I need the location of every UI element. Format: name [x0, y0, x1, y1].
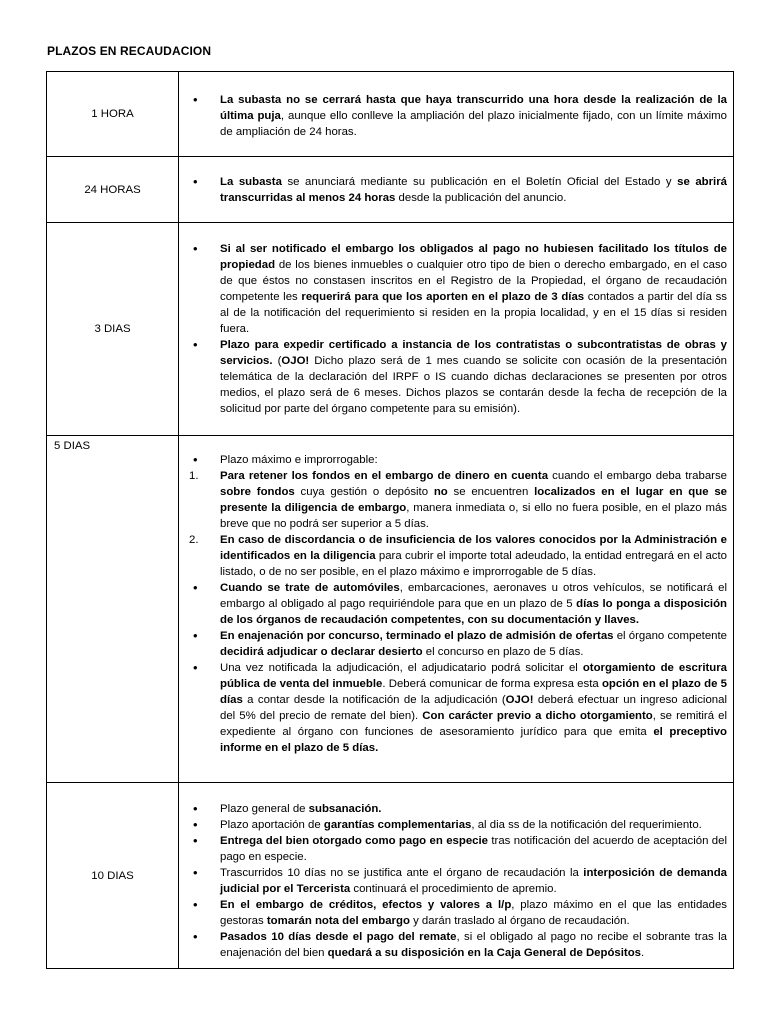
row-content — [179, 72, 734, 157]
table-row — [47, 223, 734, 436]
bold-text: La subasta no se cerrará hasta que haya transcurrido una hora desde la realización de la última puja — [220, 94, 727, 122]
list-item — [179, 929, 733, 961]
list-item — [179, 833, 733, 865]
document-title: PLAZOS EN RECAUDACION — [47, 44, 212, 58]
text: el órgano competente — [613, 630, 727, 642]
bold-text: En enajenación por concurso, terminado el plazo de admisión de ofertas — [220, 630, 614, 642]
bold-text: tomarán nota del embargo — [266, 914, 410, 927]
bold-text: localizados en el lugar en que se presente la diligencia de embargo — [220, 486, 728, 514]
list-item — [179, 532, 733, 580]
list-number: 1. — [189, 470, 199, 482]
bold-text: Plazo para expedir certificado a instancia de los contratistas o subcontratistas de obras y servicios. — [220, 339, 727, 367]
bold-text: La subasta — [220, 175, 282, 188]
text: deberá efectuar un ingreso adicional del 5% del precio de remate del bien). — [220, 694, 727, 722]
text: , embarcaciones, aeronaves u otros vehículos, se notificará el embargo al obligado al pago requiriéndole para que en un plazo de 5 — [220, 582, 727, 610]
list-item — [179, 628, 733, 660]
text: cuya gestión o depósito — [294, 486, 434, 498]
text: Plazo aportación de — [220, 818, 324, 831]
row-content — [179, 436, 734, 783]
text: , manera inmediata o, si ello no fuera posible, en el plazo más breve que no podrá ser superior a 5 días. — [220, 502, 727, 530]
list-item — [179, 660, 733, 756]
row-content — [179, 783, 734, 969]
bold-text: Cuando se trate de automóviles — [220, 582, 400, 594]
text: Dicho plazo será de 1 mes cuando se solicite con ocasión de la presentación telemática de la declaración del IRPF o IS cuando dichas declaraciones se presenten por otros medios, el plazo será de 6 meses. Dichos plazos se contarán desde la fecha de recepción de la solicitud por parte del órgano competente para su emisión). — [220, 355, 727, 415]
text: para cubrir el importe total adeudado, la entidad entregará en el acto listado, o de no ser posible, en el plazo máximo e improrrogable de 5 días. — [220, 550, 728, 578]
list-item — [179, 468, 733, 532]
text: Plazo general de — [220, 802, 309, 815]
row-label: 1 HORA — [47, 72, 179, 157]
row-label: 10 DIAS — [47, 783, 179, 969]
list-item — [179, 174, 733, 206]
text: . — [641, 946, 645, 959]
text: continuará el procedimiento de apremio. — [350, 882, 557, 895]
text: a contar desde la notificación de la adjudicación ( — [242, 694, 506, 706]
bold-text: En el embargo de créditos, efectos y valores a l/p — [220, 898, 512, 911]
bold-text: decidirá adjudicar o declarar desierto — [220, 646, 423, 658]
bold-text: OJO! — [281, 355, 310, 367]
bold-text: días lo ponga a disposición de los órganos de recaudación competentes, con su documentación y llaves. — [220, 598, 727, 626]
list-number: 2. — [189, 534, 199, 546]
text: contados a partir del día ss al de la notificación del requerimiento si residen en la propia localidad, y en el 15 días si residen fuera. — [220, 291, 727, 335]
text: se encuentren — [447, 486, 535, 498]
table-row — [47, 783, 734, 969]
text: se anunciará mediante su publicación en el Boletín Oficial del Estado y — [281, 175, 678, 188]
table-row — [47, 72, 734, 157]
bold-text: Para retener los fondos en el embargo de dinero en cuenta — [220, 470, 549, 482]
bold-text: no — [433, 486, 448, 498]
row-label: 3 DIAS — [47, 223, 179, 436]
text: tras notificación del acuerdo de aceptación del pago en especie. — [220, 834, 727, 863]
list-item — [179, 337, 733, 417]
bold-text: En caso de discordancia o de insuficiencia de los valores conocidos por la Administración e identificados en la diligencia — [220, 534, 727, 562]
list-item — [179, 897, 733, 929]
text: . Deberá comunicar de forma expresa esta — [382, 678, 602, 690]
table-row — [47, 157, 734, 223]
list-item — [179, 817, 733, 833]
text: el concurso en plazo de 5 días. — [422, 646, 584, 658]
bold-text: OJO! — [505, 694, 534, 706]
bold-text: otorgamiento de escritura pública de venta del inmueble — [220, 662, 727, 690]
text: , si el obligado al pago no recibe el sobrante tras la enajenación del bien — [220, 930, 727, 959]
row-label: 5 DIAS — [47, 436, 179, 783]
list-item — [179, 801, 733, 817]
bold-text: interposición de demanda judicial por el Tercerista — [220, 866, 727, 895]
bold-text: quedará a su disposición en la Caja General de Depósitos — [327, 946, 642, 959]
row-content — [179, 157, 734, 223]
list-item — [179, 865, 733, 897]
text: ( — [272, 355, 282, 367]
bold-text: Con carácter previo a dicho otorgamiento — [422, 710, 653, 722]
row-label: 24 HORAS — [47, 157, 179, 223]
row-content — [179, 223, 734, 436]
bold-text: el preceptivo informe en el plazo de 5 días. — [220, 726, 727, 754]
table-row — [47, 436, 734, 783]
text: , aunque ello conlleve la ampliación del plazo inicialmente fijado, con un límite máximo de ampliación de 24 horas. — [220, 110, 728, 138]
bold-text: opción en el plazo de 5 días — [220, 678, 727, 706]
text: , al dia ss de la notificación del requerimiento. — [471, 818, 702, 831]
text: , plazo máximo en el que las entidades gestoras — [220, 898, 727, 927]
list-item — [179, 241, 733, 337]
plazos-table — [46, 71, 734, 969]
list-item — [179, 580, 733, 628]
bold-text: Pasados 10 días desde el pago del remate — [220, 930, 457, 943]
text: , se remitirá el expediente al órgano con funciones de asesoramiento jurídico para que emita — [220, 710, 727, 738]
bold-text: garantías complementarias — [323, 818, 472, 831]
text: Una vez notificada la adjudicación, el adjudicatario podrá solicitar el — [220, 662, 583, 674]
bold-text: Si al ser notificado el embargo los obligados al pago no hubiesen facilitado los títulos de propiedad — [220, 243, 727, 271]
bold-text: requerirá para que los aporten en el plazo de 3 días — [301, 291, 585, 303]
list-item — [179, 452, 733, 468]
bold-text: subsanación. — [308, 802, 382, 815]
bold-text: sobre fondos — [220, 486, 295, 498]
text: desde la publicación del anuncio. — [395, 191, 567, 204]
text: y darán traslado al órgano de recaudación. — [409, 914, 630, 927]
text: Trascurridos 10 días no se justifica ante el órgano de recaudación la — [220, 866, 584, 879]
text: cuando el embargo deba trabarse — [548, 470, 727, 482]
bold-text: Entrega del bien otorgado como pago en especie — [220, 834, 488, 847]
text: Plazo máximo e improrrogable: — [220, 454, 378, 466]
text: de los bienes inmuebles o cualquier otro tipo de bien o derecho embargado, en el caso de que éstos no constasen inscritos en el Registro de la Propiedad, el órgano de recaudación competente les — [220, 259, 727, 303]
list-item — [179, 92, 733, 140]
bold-text: se abrirá transcurridas al menos 24 horas — [220, 175, 727, 204]
